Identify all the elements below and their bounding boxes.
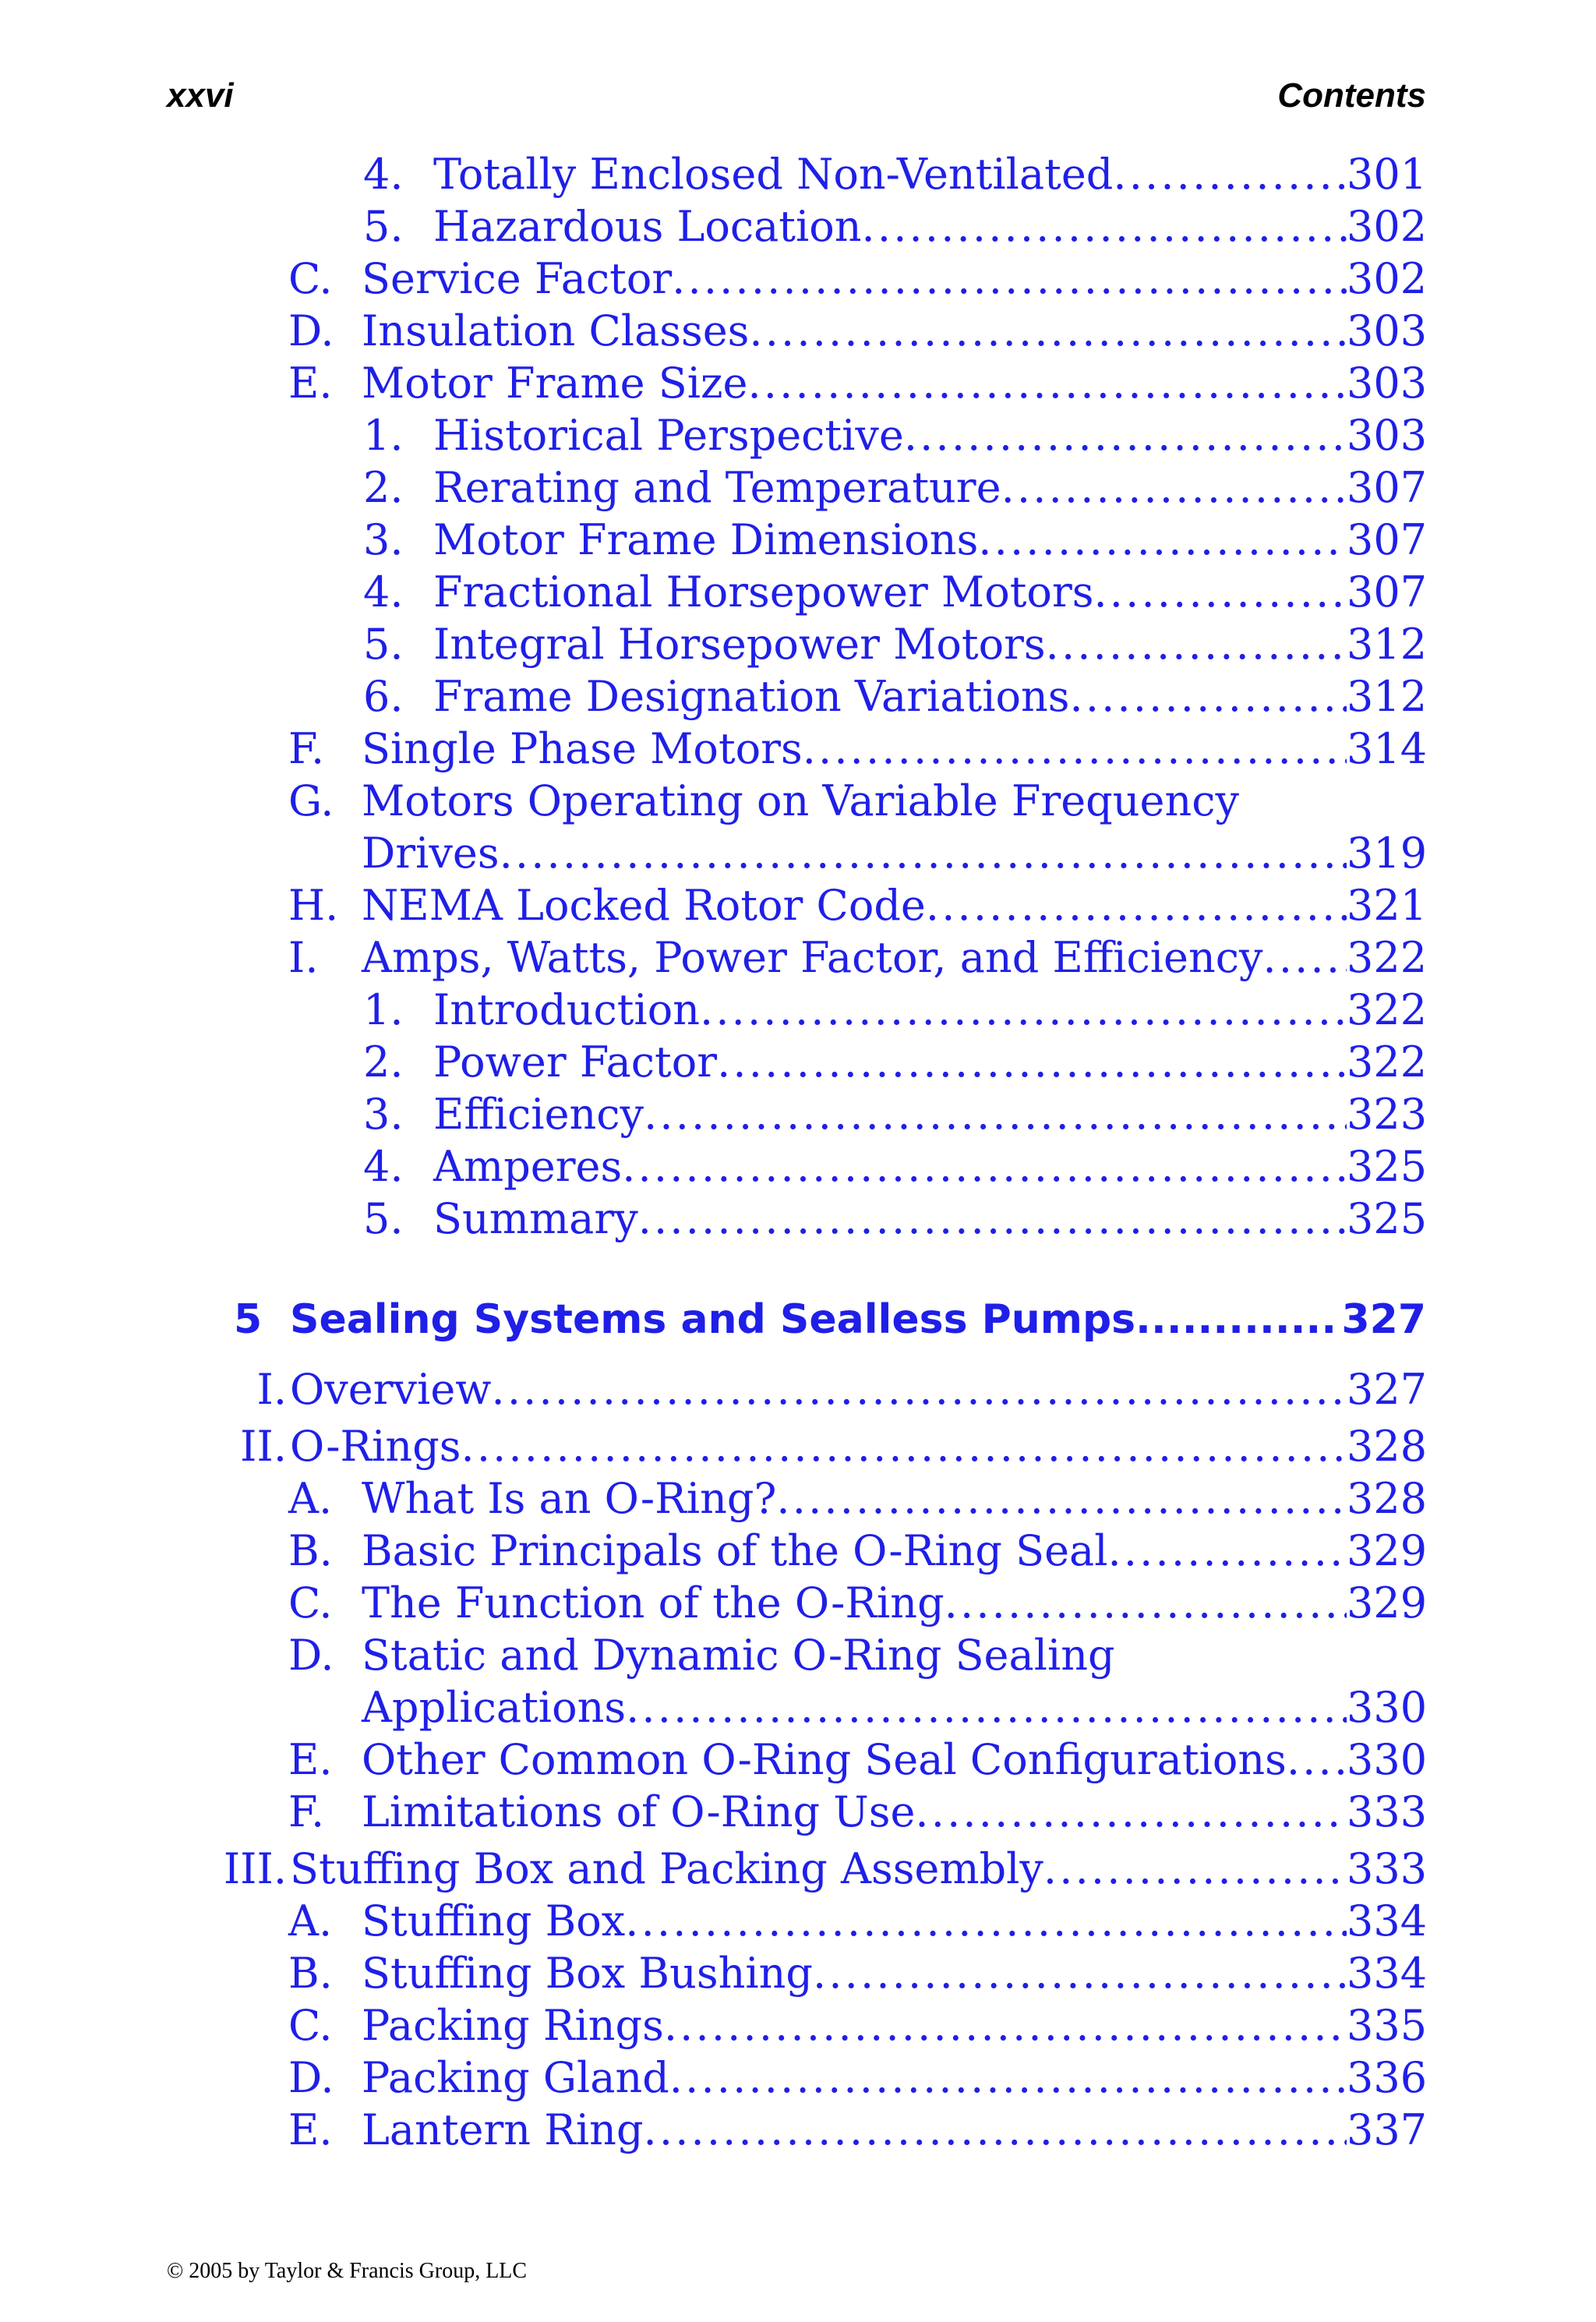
leader-dots <box>669 2052 1347 2104</box>
toc-entry-title: Service Factor <box>362 254 673 303</box>
leader-dots <box>803 723 1347 775</box>
toc-entry-number: G. <box>288 776 334 825</box>
leader-dots <box>1093 566 1347 618</box>
chapter-title: Sealing Systems and Sealless Pumps <box>290 1296 1136 1343</box>
leader-dots <box>625 1895 1347 1947</box>
toc-entry-number: 1. <box>363 411 404 460</box>
toc-entry-title: Overview <box>290 1365 492 1414</box>
leader-dots <box>1046 618 1347 670</box>
leader-dots <box>644 1088 1347 1140</box>
toc-entry[interactable] <box>0 723 1596 775</box>
toc-entry-title: Insulation Classes <box>362 306 750 355</box>
toc-entry-page: 325 <box>1347 1142 1428 1191</box>
toc-entry-number: 4. <box>363 150 404 199</box>
toc-entry-page: 302 <box>1347 254 1428 303</box>
toc-entry-page: 328 <box>1347 1422 1428 1471</box>
toc-entry-title: Totally Enclosed Non-Ventilated <box>433 150 1114 199</box>
toc-entry-number: C. <box>288 1578 333 1628</box>
toc-entry-title: Lantern Ring <box>362 2105 644 2154</box>
toc-entry-title: Rerating and Temperature <box>433 463 1001 512</box>
toc-entry[interactable] <box>0 200 1596 253</box>
leader-dots <box>500 827 1347 879</box>
toc-entry-number: D. <box>288 1631 334 1680</box>
running-head <box>167 76 1426 123</box>
leader-dots <box>776 1472 1347 1525</box>
toc-entry-title: Historical Perspective <box>433 411 904 460</box>
toc-entry-number: 2. <box>363 463 404 512</box>
toc-entry-page: 330 <box>1347 1683 1428 1732</box>
leader-dots <box>1113 148 1347 200</box>
toc-entry-page: 314 <box>1347 724 1428 773</box>
toc-entry-title: Single Phase Motors <box>362 724 803 773</box>
toc-entry-number: D. <box>288 306 334 355</box>
leader-dots <box>644 2104 1347 2156</box>
toc-entry[interactable] <box>0 984 1596 1036</box>
toc-entry[interactable] <box>0 1947 1596 1999</box>
toc-entry[interactable] <box>0 253 1596 305</box>
copyright-footer: © 2005 by Taylor & Francis Group, LLC <box>167 2259 528 2283</box>
toc-entry[interactable] <box>0 1472 1596 1525</box>
toc-entry[interactable] <box>0 2052 1596 2104</box>
toc-entry-title: Motor Frame Size <box>362 359 748 408</box>
toc-entry[interactable] <box>0 879 1596 931</box>
toc-entry-title: Summary <box>433 1194 638 1243</box>
toc-entry-number: 1. <box>363 985 404 1034</box>
toc-entry[interactable] <box>0 1999 1596 2052</box>
toc-entry-title: Packing Gland <box>362 2053 669 2102</box>
toc-entry-page: 307 <box>1347 567 1428 617</box>
toc-entry[interactable] <box>0 2104 1596 2156</box>
toc-entry-page: 334 <box>1347 1949 1428 1998</box>
toc-entry-page: 312 <box>1347 620 1428 669</box>
toc-entry-title: Frame Designation Variations <box>433 672 1070 721</box>
toc-entry-title: NEMA Locked Rotor Code <box>362 881 926 930</box>
toc-entry-number: II. <box>240 1422 287 1471</box>
toc-entry[interactable] <box>0 1525 1596 1577</box>
toc-entry[interactable] <box>0 1363 1596 1415</box>
toc-entry-title: Motors Operating on Variable Frequency <box>362 776 1239 825</box>
leader-dots <box>749 305 1347 357</box>
toc-entry-title-continued: Applications <box>362 1683 627 1732</box>
leader-dots <box>926 879 1347 931</box>
toc-entry[interactable] <box>0 1895 1596 1947</box>
toc-entry-number: 3. <box>363 515 404 564</box>
toc-entry-title: Stuffing Box <box>362 1896 626 1946</box>
toc-entry-number: B. <box>288 1526 333 1575</box>
leader-dots <box>700 984 1347 1036</box>
toc-entry-page: 303 <box>1347 411 1428 460</box>
toc-entry-page: 336 <box>1347 2053 1428 2102</box>
leader-dots <box>1070 670 1347 723</box>
toc-entry[interactable] <box>0 1577 1596 1629</box>
toc-entry-number: A. <box>288 1474 333 1523</box>
toc-entry-page: 302 <box>1347 202 1428 251</box>
toc-entry-number: E. <box>288 359 333 408</box>
toc-entry-page: 334 <box>1347 1896 1428 1946</box>
toc-entry-page: 322 <box>1347 933 1428 982</box>
toc-entry[interactable] <box>0 1193 1596 1245</box>
toc-entry-number: I. <box>256 1365 287 1414</box>
toc-entry-page: 337 <box>1347 2105 1428 2154</box>
toc-entry-title: The Function of the O-Ring <box>362 1578 945 1628</box>
toc-entry-number: A. <box>288 1896 333 1946</box>
leader-dots <box>978 514 1347 566</box>
toc-entry-title: Amperes <box>433 1142 623 1191</box>
toc-entry-page: 325 <box>1347 1194 1428 1243</box>
toc-entry-number: H. <box>288 881 339 930</box>
toc-entry[interactable] <box>0 670 1596 723</box>
chapter-page: 327 <box>1341 1296 1426 1343</box>
toc-entry-title: Motor Frame Dimensions <box>433 515 979 564</box>
toc-entry-page: 312 <box>1347 672 1428 721</box>
toc-entry-page: 329 <box>1347 1578 1428 1628</box>
toc-entry-page: 301 <box>1347 150 1428 199</box>
toc-entry[interactable] <box>0 1629 1596 1681</box>
leader-dots <box>664 1999 1347 2052</box>
toc-entry[interactable] <box>0 148 1596 200</box>
toc-entry[interactable] <box>0 461 1596 514</box>
toc-entry-number: E. <box>288 2105 333 2154</box>
toc-entry-title: Limitations of O-Ring Use <box>362 1787 916 1836</box>
toc-entry-title: Packing Rings <box>362 2001 664 2050</box>
toc-entry-page: 322 <box>1347 1037 1428 1087</box>
leader-dots <box>622 1140 1347 1193</box>
toc-entry-page: 319 <box>1347 829 1428 878</box>
toc-entry-page: 327 <box>1347 1365 1428 1414</box>
toc-entry-page: 330 <box>1347 1735 1428 1784</box>
toc-entry-page: 307 <box>1347 515 1428 564</box>
chapter-heading[interactable] <box>0 1288 1596 1351</box>
toc-entry-number: 6. <box>363 672 404 721</box>
toc-entry-page: 333 <box>1347 1844 1428 1893</box>
toc-entry[interactable] <box>0 357 1596 409</box>
leader-dots <box>1263 931 1347 984</box>
leader-dots <box>1108 1525 1347 1577</box>
toc-entry-number: 3. <box>363 1090 404 1139</box>
toc-entry[interactable] <box>0 618 1596 670</box>
chapter-number: 5 <box>234 1296 263 1343</box>
leader-dots <box>813 1947 1347 1999</box>
toc-entry-number: 2. <box>363 1037 404 1087</box>
leader-dots <box>945 1577 1347 1629</box>
leader-dots <box>626 1681 1347 1734</box>
leader-dots <box>461 1420 1347 1472</box>
toc-entry-page: 333 <box>1347 1787 1428 1836</box>
toc-entry-title: What Is an O-Ring? <box>362 1474 777 1523</box>
toc-entry-number: F. <box>288 1787 325 1836</box>
toc-entry-page: 328 <box>1347 1474 1428 1523</box>
toc-entry-title: Power Factor <box>433 1037 718 1087</box>
leader-dots <box>747 357 1347 409</box>
leader-dots <box>638 1193 1347 1245</box>
toc-entry[interactable] <box>0 1140 1596 1193</box>
toc-entry-page: 323 <box>1347 1090 1428 1139</box>
toc-entry[interactable] <box>0 514 1596 566</box>
leader-dots <box>904 409 1347 461</box>
toc-entry-title: Stuffing Box Bushing <box>362 1949 813 1998</box>
toc-entry-title: Amps, Watts, Power Factor, and Efficiency <box>362 933 1263 982</box>
toc-entry-page: 322 <box>1347 985 1428 1034</box>
toc-entry[interactable] <box>0 1088 1596 1140</box>
toc-entry-page: 335 <box>1347 2001 1428 2050</box>
toc-entry-title: Other Common O-Ring Seal Configurations <box>362 1735 1287 1784</box>
toc-entry-number: I. <box>288 933 319 982</box>
leader-dots <box>672 253 1347 305</box>
toc-entry[interactable] <box>0 409 1596 461</box>
page-number: xxvi <box>167 76 234 115</box>
leader-dots <box>1135 1288 1340 1351</box>
toc-entry-page: 329 <box>1347 1526 1428 1575</box>
leader-dots <box>862 200 1347 253</box>
toc-entry-title: Hazardous Location <box>433 202 862 251</box>
leader-dots <box>1287 1734 1347 1786</box>
toc-entry-number: F. <box>288 724 325 773</box>
toc-entry-title: Fractional Horsepower Motors <box>433 567 1094 617</box>
toc-entry-title-continued: Drives <box>362 829 500 878</box>
section-title: Contents <box>1277 76 1426 115</box>
toc-entry-title: Efficiency <box>433 1090 644 1139</box>
toc-entry-number: 4. <box>363 567 404 617</box>
toc-entry-page: 307 <box>1347 463 1428 512</box>
toc-entry[interactable] <box>0 775 1596 827</box>
toc-entry[interactable] <box>0 1843 1596 1895</box>
toc-entry-title: Stuffing Box and Packing Assembly <box>290 1844 1043 1893</box>
toc-entry-page: 303 <box>1347 306 1428 355</box>
toc-entry[interactable] <box>0 1786 1596 1838</box>
toc-entry[interactable] <box>0 305 1596 357</box>
leader-dots <box>717 1036 1347 1088</box>
toc-entry-number: B. <box>288 1949 333 1998</box>
toc-entry-continuation[interactable] <box>0 827 1596 879</box>
toc-entry-number: III. <box>223 1844 287 1893</box>
toc-entry-continuation[interactable] <box>0 1681 1596 1734</box>
toc-entry[interactable] <box>0 1734 1596 1786</box>
toc-entry-number: 5. <box>363 202 404 251</box>
toc-entry-number: 4. <box>363 1142 404 1191</box>
table-of-contents <box>0 148 1596 2156</box>
toc-entry[interactable] <box>0 566 1596 618</box>
toc-entry-title: Integral Horsepower Motors <box>433 620 1046 669</box>
toc-entry-page: 303 <box>1347 359 1428 408</box>
toc-entry-page: 321 <box>1347 881 1428 930</box>
toc-entry-number: D. <box>288 2053 334 2102</box>
toc-entry-title: Basic Principals of the O-Ring Seal <box>362 1526 1108 1575</box>
leader-dots <box>492 1363 1347 1415</box>
toc-entry-number: C. <box>288 254 333 303</box>
toc-entry[interactable] <box>0 1420 1596 1472</box>
toc-entry-number: 5. <box>363 1194 404 1243</box>
toc-entry[interactable] <box>0 931 1596 984</box>
leader-dots <box>1043 1843 1347 1895</box>
toc-entry-number: E. <box>288 1735 333 1784</box>
toc-entry[interactable] <box>0 1036 1596 1088</box>
toc-entry-number: C. <box>288 2001 333 2050</box>
leader-dots <box>915 1786 1347 1838</box>
toc-entry-number: 5. <box>363 620 404 669</box>
toc-entry-title: O-Rings <box>290 1422 461 1471</box>
toc-entry-title: Static and Dynamic O-Ring Sealing <box>362 1631 1115 1680</box>
toc-entry-title: Introduction <box>433 985 700 1034</box>
leader-dots <box>1001 461 1347 514</box>
